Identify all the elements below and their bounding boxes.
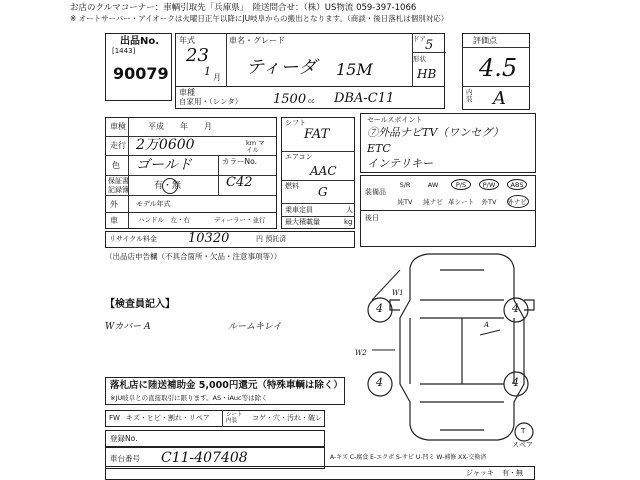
score-label: 評価点	[473, 36, 497, 45]
equip-abs: ABS	[510, 181, 524, 189]
color-label: 色	[112, 161, 120, 170]
mileage-value: 2万0600	[136, 137, 195, 153]
recycle-label: リサイクル料金	[109, 235, 158, 243]
lot-label: 出品No.	[120, 36, 160, 47]
dealer-value: ディーラー・並行	[214, 216, 266, 224]
warranty-value: 有・無	[154, 181, 182, 191]
load-label: 最大積載量	[285, 218, 320, 226]
score-value: 4.5	[479, 54, 518, 82]
ac-label: エアコン	[285, 153, 313, 161]
hdl-value: ハンドル 左・右	[138, 216, 190, 224]
equip-ps: P/S	[455, 181, 467, 189]
equip-navi: 純ナビ	[423, 198, 443, 206]
load-unit: kg	[344, 218, 353, 226]
interior-value: A	[493, 88, 506, 109]
header-line-2: ※ オートサーバー・アイオークは火曜日正午以降にJU岐阜からの搬出となります。（商談・後日落札は個別対応）	[70, 14, 449, 23]
fuel-value: G	[318, 185, 328, 199]
sales-point-2: ETC	[367, 142, 391, 155]
month-value: 1	[204, 65, 211, 78]
disclaimer: （出品店申告欄（不具合箇所・欠品・注意事項等））	[105, 252, 282, 261]
lot-number: 90079	[113, 64, 169, 83]
tire-value-rl: 4	[376, 376, 383, 389]
jack-value: 有・無	[502, 469, 523, 477]
interior-label: 内装	[466, 88, 473, 103]
fw-label: FW	[109, 414, 120, 422]
color-code-label: カラーNo.	[222, 157, 257, 166]
mod-sub: モデル年式	[136, 200, 171, 208]
doors-value: 5	[425, 38, 434, 53]
recycle-value: 10320	[188, 231, 230, 246]
diagram-a: A	[484, 321, 490, 329]
tire-value-rr: 4	[512, 376, 519, 389]
shaken-label: 車検	[110, 122, 126, 131]
car-name: ティーダ	[246, 57, 317, 78]
tire-value-fl: 4	[376, 302, 383, 315]
nendo-value: 23	[186, 45, 209, 66]
mod-label: 外	[110, 200, 118, 209]
cc-value: 1500	[273, 92, 307, 107]
shift-label: シフト	[285, 119, 306, 127]
equip-aw: AW	[427, 181, 439, 189]
model-label: 車名・グレード	[229, 36, 285, 45]
fuel-label: 燃料	[285, 182, 299, 190]
recycle-note: 円 預託済	[256, 235, 287, 243]
shaken-value: 平成 年 月	[148, 122, 212, 131]
doors-label: ドア	[413, 35, 426, 43]
shape-value: HB	[417, 67, 437, 81]
color-value: ゴールド	[136, 157, 192, 173]
fw-value: キズ・ヒビ・割れ・リペア	[126, 414, 210, 422]
ac-value: AAC	[310, 164, 337, 178]
inspector-note-1: Wカバー A	[105, 322, 151, 332]
month-label: 月	[213, 73, 221, 82]
header-line-1: お店のクルマコーナー：車輌引取先「兵庫県」 陸送問合せ：（株）US物流 059-397-1066	[70, 3, 417, 13]
model-code: DBA-C11	[334, 91, 395, 106]
capacity-label: 乗車定員	[285, 206, 313, 214]
sales-point-3: インテリキー	[367, 157, 433, 170]
hdl-label: 車	[110, 216, 118, 225]
equip-tv: 純TV	[397, 198, 413, 206]
equip-sr: S/R	[399, 181, 411, 189]
mileage-label: 走行	[110, 141, 126, 150]
rear-label: 後日	[365, 214, 379, 222]
shift-value: FAT	[304, 127, 330, 142]
seat-label: シート内装	[226, 412, 243, 424]
subsidy-line-2: ※JU岐阜との直接取引に限ります。AS・iAuc等は除く	[110, 394, 268, 402]
shape-label: 形状	[413, 55, 426, 63]
nendo-label: 年式	[179, 36, 195, 45]
equip-leather: 革シート	[448, 198, 474, 206]
equip-ext-navi: 外ナビ	[507, 198, 527, 206]
type-label: 車種	[179, 88, 195, 97]
inspector-label: 【検査員記入】	[105, 299, 175, 310]
warranty-label: 保証書	[108, 177, 129, 185]
reg-label: 登録No.	[110, 434, 138, 443]
capacity-unit: 人	[346, 206, 353, 214]
cc-unit: cc	[308, 98, 315, 105]
diagram-w2: W2	[355, 349, 367, 357]
record-label: 記録簿	[108, 186, 129, 194]
equip-ext-tv: 外TV	[481, 198, 497, 206]
diagram-w1: W1	[392, 289, 404, 297]
spare-value: T	[521, 427, 526, 435]
mileage-unit: km マイル	[246, 139, 265, 154]
color-code: C42	[226, 175, 253, 190]
subsidy-line-1: 落札店に陸送補助金 5,000円還元（特殊車輌は除く）	[110, 380, 343, 391]
chassis-value: C11-407408	[161, 450, 248, 466]
jack-label: ジャッキ	[466, 469, 494, 477]
tire-value-fr: 4	[512, 302, 519, 315]
type-value: 自家用・（レンタ）	[179, 97, 243, 106]
inspector-note-2: ルームキレイ	[228, 322, 282, 332]
diagram-legend: A-キズ C-腐食 E-エクボ S-サビ U-凹ミ W-補修 XX-交換済	[330, 454, 487, 461]
equipment-label: 装備品	[365, 188, 386, 196]
sales-point-label: セールスポイント	[367, 116, 423, 124]
chassis-label: 車台番号	[110, 454, 140, 463]
grade: 15M	[336, 60, 373, 79]
spare-label: スペア	[512, 441, 533, 449]
seat-value: コゲ・穴・汚れ・破レ	[252, 414, 322, 422]
sales-point-1: ⑦外品ナビTV（ワンセグ）	[367, 126, 504, 139]
lot-sub: [1443]	[112, 47, 136, 55]
equip-pw: P/W	[482, 181, 496, 189]
